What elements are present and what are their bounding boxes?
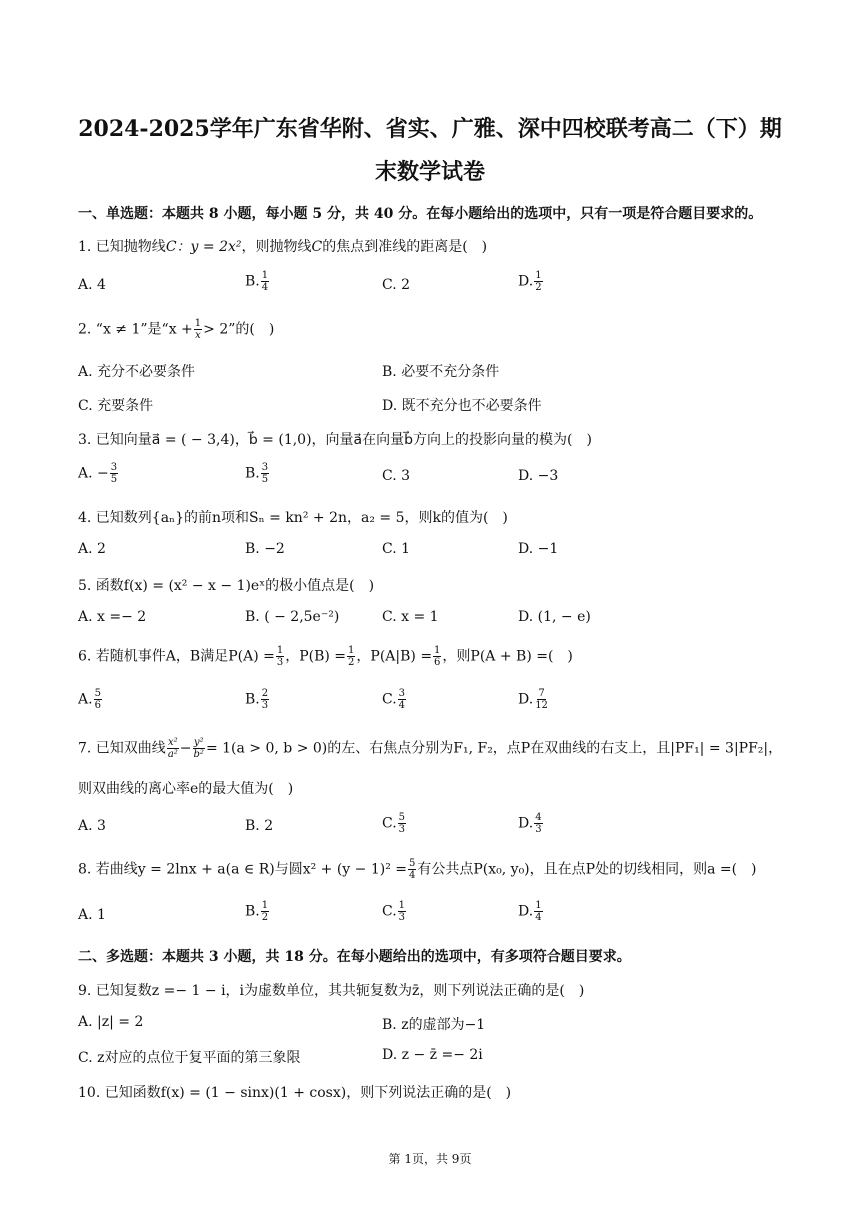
q3-option-d: D. −3 (518, 468, 559, 484)
q7-option-d: D. $\frac{4}{3}$ (518, 812, 542, 835)
q1-option-b: B. $\frac{1}{4}$ (245, 270, 269, 293)
question-6: 6. 若随机事件A，B满足P(A) = $\frac{1}{3}$ ，P(B) = $\frac{1}{2}$ ，P(A|B) = $\frac{1}{6}$ ，则P(A + B) =( ) (78, 645, 573, 668)
q6-option-d: D. $\frac{7}{12}$ (518, 688, 548, 711)
q6-option-a: A. $\frac{5}{6}$ (78, 688, 101, 711)
q1-option-a: A. 4 (78, 277, 106, 293)
q5-option-c: C. x = 1 (382, 609, 439, 625)
q5-option-b: B. ( − 2,5e⁻²) (245, 609, 340, 625)
q2-option-c: C. 充要条件 (78, 398, 154, 414)
section-multiple-choice-header: 二、多选题：本题共 3 小题，共 18 分。在每小题给出的选项中，有多项符合题目要求。 (78, 949, 631, 965)
q9-option-b: B. z的虚部为−1 (382, 1017, 486, 1033)
q4-option-c: C. 1 (382, 541, 411, 557)
question-2: 2. “x ≠ 1”是“x + $\frac{1}{x}$ > 2”的( ) (78, 318, 275, 341)
q9-option-a: A. |z| = 2 (78, 1014, 144, 1030)
q7-option-b: B. 2 (245, 818, 274, 834)
q9-option-d: D. z − z̄ =− 2i (382, 1047, 483, 1063)
q8-option-d: D. $\frac{1}{4}$ (518, 900, 542, 923)
question-7: 7. 已知双曲线 $\frac{\text{x²}}{\text{a²}}$ − $\frac{\text{y²}}{\text{b²}}$ = 1(a > 0, b > 0)的左、右焦点分别为F₁, F₂，点P在双曲线的右支上，且|PF₁| = 3|PF₂|， (78, 737, 783, 760)
q4-option-a: A. 2 (78, 541, 106, 557)
q2-option-b: B. 必要不充分条件 (382, 364, 500, 380)
q9-option-c: C. z对应的点位于复平面的第三象限 (78, 1050, 301, 1066)
question-5: 5. 函数f(x) = (x² − x − 1)eˣ的极小值点是( ) (78, 578, 375, 594)
q3-option-c: C. 3 (382, 468, 411, 484)
q8-option-c: C. $\frac{1}{3}$ (382, 900, 406, 923)
q1-option-c: C. 2 (382, 277, 411, 293)
question-4: 4. 已知数列{aₙ}的前n项和Sₙ = kn² + 2n，a₂ = 5，则k的值为( ) (78, 510, 508, 526)
q5-option-d: D. (1, − e) (518, 609, 591, 625)
question-10: 10. 已知函数f(x) = (1 − sinx)(1 + cosx)，则下列说法正确的是( ) (78, 1085, 512, 1101)
page-title-line2: 末数学试卷 (374, 159, 485, 185)
q4-option-b: B. −2 (245, 541, 285, 557)
question-3: 3. 已知向量a⃗ = ( − 3,4)，b⃗ = (1,0)，向量a⃗在向量b⃗方向上的投影向量的模为( ) (78, 432, 592, 448)
q2-option-d: D. 既不充分也不必要条件 (382, 398, 542, 414)
page-title-line1: 2024-2025学年广东省华附、省实、广雅、深中四校联考高二（下）期 (78, 116, 782, 142)
q3-option-b: B. $\frac{3}{5}$ (245, 462, 269, 485)
section-single-choice-header: 一、单选题：本题共 8 小题，每小题 5 分，共 40 分。在每小题给出的选项中，只有一项是符合题目要求的。 (78, 206, 763, 222)
q7-option-a: A. 3 (78, 818, 106, 834)
q3-option-a: A. − $\frac{3}{5}$ (78, 462, 118, 485)
question-9: 9. 已知复数z =− 1 − i，i为虚数单位，其共轭复数为z̄，则下列说法正确的是( ) (78, 983, 585, 999)
q1-option-d: D. $\frac{1}{2}$ (518, 270, 542, 293)
q8-option-a: A. 1 (78, 907, 106, 923)
q5-option-a: A. x =− 2 (78, 609, 147, 625)
question-7-line2: 则双曲线的离心率e的最大值为( ) (78, 781, 294, 797)
q7-option-c: C. $\frac{5}{3}$ (382, 812, 406, 835)
question-1: 1. 已知抛物线C：y = 2x²，则抛物线C的焦点到准线的距离是( ) (78, 239, 488, 255)
page-footer: 第 1页，共 9页 (388, 1152, 472, 1166)
question-8: 8. 若曲线y = 2lnx + a(a ∈ R)与圆x² + (y − 1)² = $\frac{5}{4}$ 有公共点P(x₀, y₀)，且在点P处的切线相同，则a =( ) (78, 858, 757, 881)
q4-option-d: D. −1 (518, 541, 559, 557)
q2-option-a: A. 充分不必要条件 (78, 364, 196, 380)
q8-option-b: B. $\frac{1}{2}$ (245, 900, 269, 923)
q6-option-c: C. $\frac{3}{4}$ (382, 688, 406, 711)
q6-option-b: B. $\frac{2}{3}$ (245, 688, 269, 711)
